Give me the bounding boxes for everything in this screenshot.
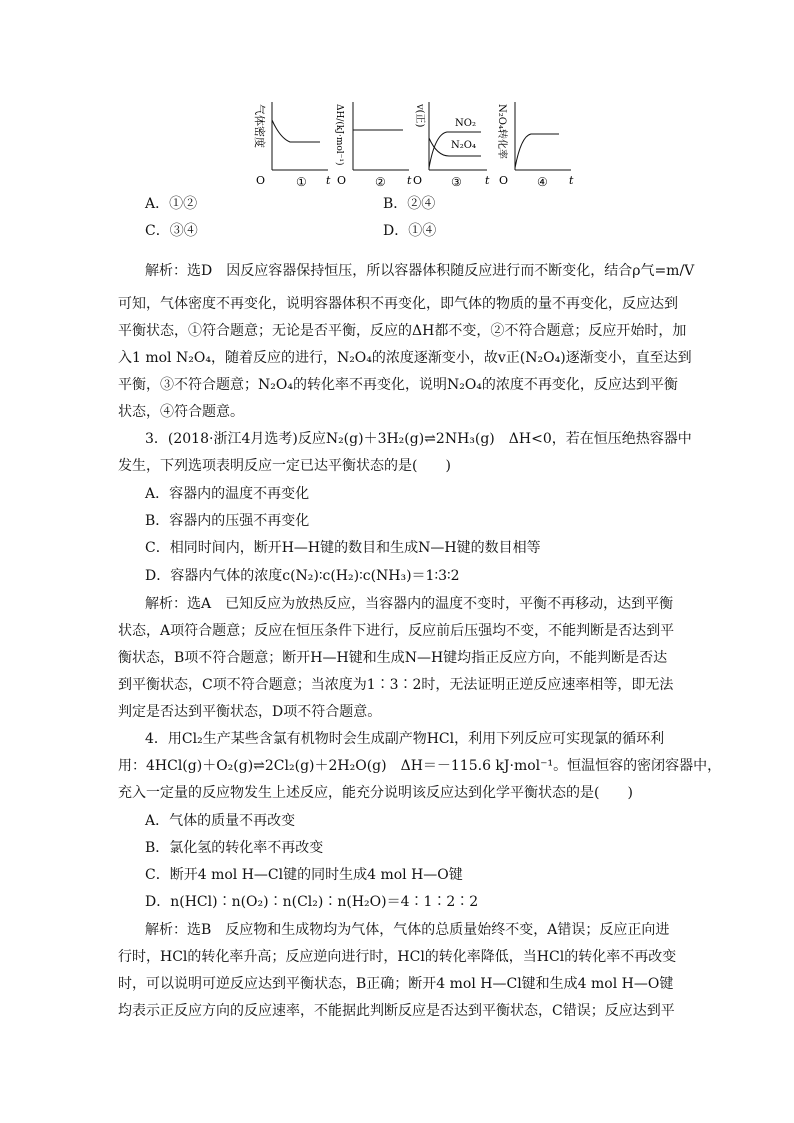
q2-analysis-line: 入1 mol N₂O₄，随着反应的进行，N₂O₄的浓度逐渐变小，故v正(N₂O₄)逐渐变小，直至达到 [118,350,692,366]
q2-analysis-line: 平衡状态，①符合题意；无论是否平衡，反应的ΔH都不变，②不符合题意；反应开始时，加 [118,323,687,339]
q4-option-d: D．n(HCl)∶n(O₂)∶n(Cl₂)∶n(H₂O)＝4∶1∶2∶2 [145,894,479,910]
q4-stem-line: 4．用Cl₂生产某些含氯有机物时会生成副产物HCl，利用下列反应可实现氯的循环利 [145,731,665,747]
graph-1-svg [250,98,330,188]
graph-2-xlabel: t [407,174,412,187]
q3-option-a: A．容器内的温度不再变化 [145,486,310,502]
graph-4-number: ④ [537,175,548,189]
graph-4 [497,98,577,192]
graph-3-svg [415,98,495,188]
graph-3-curve-no2: NO₂ [455,118,476,129]
graph-4-xlabel: t [569,174,574,187]
q2-analysis-line: 解析：选D 因反应容器保持恒压，所以容器体积随反应进行而不断变化，结合ρ气=m/V [145,263,695,279]
q2-analysis-line: 可知，气体密度不再变化，说明容器体积不再变化，即气体的物质的量不再变化，反应达到 [118,296,678,312]
q3-analysis-line: 衡状态，B项不符合题意；断开H—H键和生成N—H键均指正反应方向，不能判断是否达 [118,650,668,666]
graph-3 [415,98,495,192]
q4-analysis-line: 均表示正反应方向的反应速率，不能据此判断反应是否达到平衡状态，C错误；反应达到平 [118,1003,675,1019]
q2-option-b: B．②④ [383,196,436,212]
graph-1-xlabel: t [326,174,331,187]
graph-3-xlabel: t [485,174,490,187]
q4-stem-line: 充入一定量的反应物发生上述反应，能充分说明该反应达到化学平衡状态的是( ) [118,785,633,801]
graph-2-ylabel: ΔH/(kJ·mol⁻¹) [334,104,344,166]
q3-analysis-line: 判定是否达到平衡状态，D项不符合题意。 [118,704,382,720]
q2-analysis-line: 平衡，③不符合题意；N₂O₄的转化率不再变化，说明N₂O₄的浓度不再变化，反应达到平衡 [118,377,678,393]
q3-option-c: C．相同时间内，断开H—H键的数目和生成N—H键的数目相等 [145,540,541,556]
graph-3-curve-n2o4: N₂O₄ [451,140,476,151]
q2-option-c: C．③④ [145,223,198,239]
q4-analysis-line: 行时，HCl的转化率升高；反应逆向进行时，HCl的转化率降低，当HCl的转化率不再改变 [118,949,677,965]
graph-4-ylabel: N₂O₄转化率 [496,104,507,159]
q2-option-d: D．①④ [383,223,437,239]
q3-option-d: D．容器内气体的浓度c(N₂)∶c(H₂)∶c(NH₃)＝1∶3∶2 [145,568,460,584]
graph-1-number: ① [296,175,307,189]
graph-1 [250,98,330,192]
q4-analysis-line: 解析：选B 反应物和生成物均为气体，气体的总质量始终不变，A错误；反应正向进 [145,922,670,938]
graph-2 [335,98,415,192]
q3-stem-line: 3．(2018·浙江4月选考)反应N₂(g)＋3H₂(g)⇌2NH₃(g) ΔH<0，若在恒压绝热容器中 [145,431,692,447]
graph-3-origin: O [413,174,423,187]
q2-analysis-line: 状态，④符合题意。 [118,404,244,420]
graph-3-ylabel: v(正) [414,104,425,128]
q3-stem-line: 发生，下列选项表明反应一定已达平衡状态的是( ) [118,458,451,474]
q4-analysis-line: 时，可以说明可逆反应达到平衡状态，B正确；断开4 mol H—Cl键和生成4 mol H—O键 [118,976,674,992]
graph-1-ylabel: 气体密度 [253,104,266,148]
graph-4-origin: O [499,174,509,187]
q3-option-b: B．容器内的压强不再变化 [145,513,310,529]
q3-analysis-line: 解析：选A 已知反应为放热反应，当容器内的温度不变时，平衡不再移动，达到平衡 [145,596,674,612]
graph-2-number: ② [375,175,386,189]
q3-analysis-line: 状态，A项符合题意；反应在恒压条件下进行，反应前后压强均不变，不能判断是否达到平 [118,623,675,639]
graph-2-svg [335,98,415,188]
q2-option-a: A．①② [145,196,198,212]
graph-4-svg [497,98,577,188]
graph-3-number: ③ [451,175,462,189]
q4-option-c: C．断开4 mol H—Cl键的同时生成4 mol H—O键 [145,867,463,883]
q4-stem-line: 用：4HCl(g)＋O₂(g)⇌2Cl₂(g)＋2H₂O(g) ΔH＝－115.6 kJ·mol⁻¹。恒温恒容的密闭容器中， [118,758,722,774]
graph-2-origin: O [337,174,347,187]
graph-1-origin: O [256,174,266,187]
q4-option-b: B．氯化氢的转化率不再改变 [145,840,324,856]
q4-option-a: A．气体的质量不再改变 [145,813,296,829]
q3-analysis-line: 到平衡状态，C项不符合题意；当浓度为1∶3∶2时，无法证明正逆反应速率相等，即无法 [118,677,674,693]
